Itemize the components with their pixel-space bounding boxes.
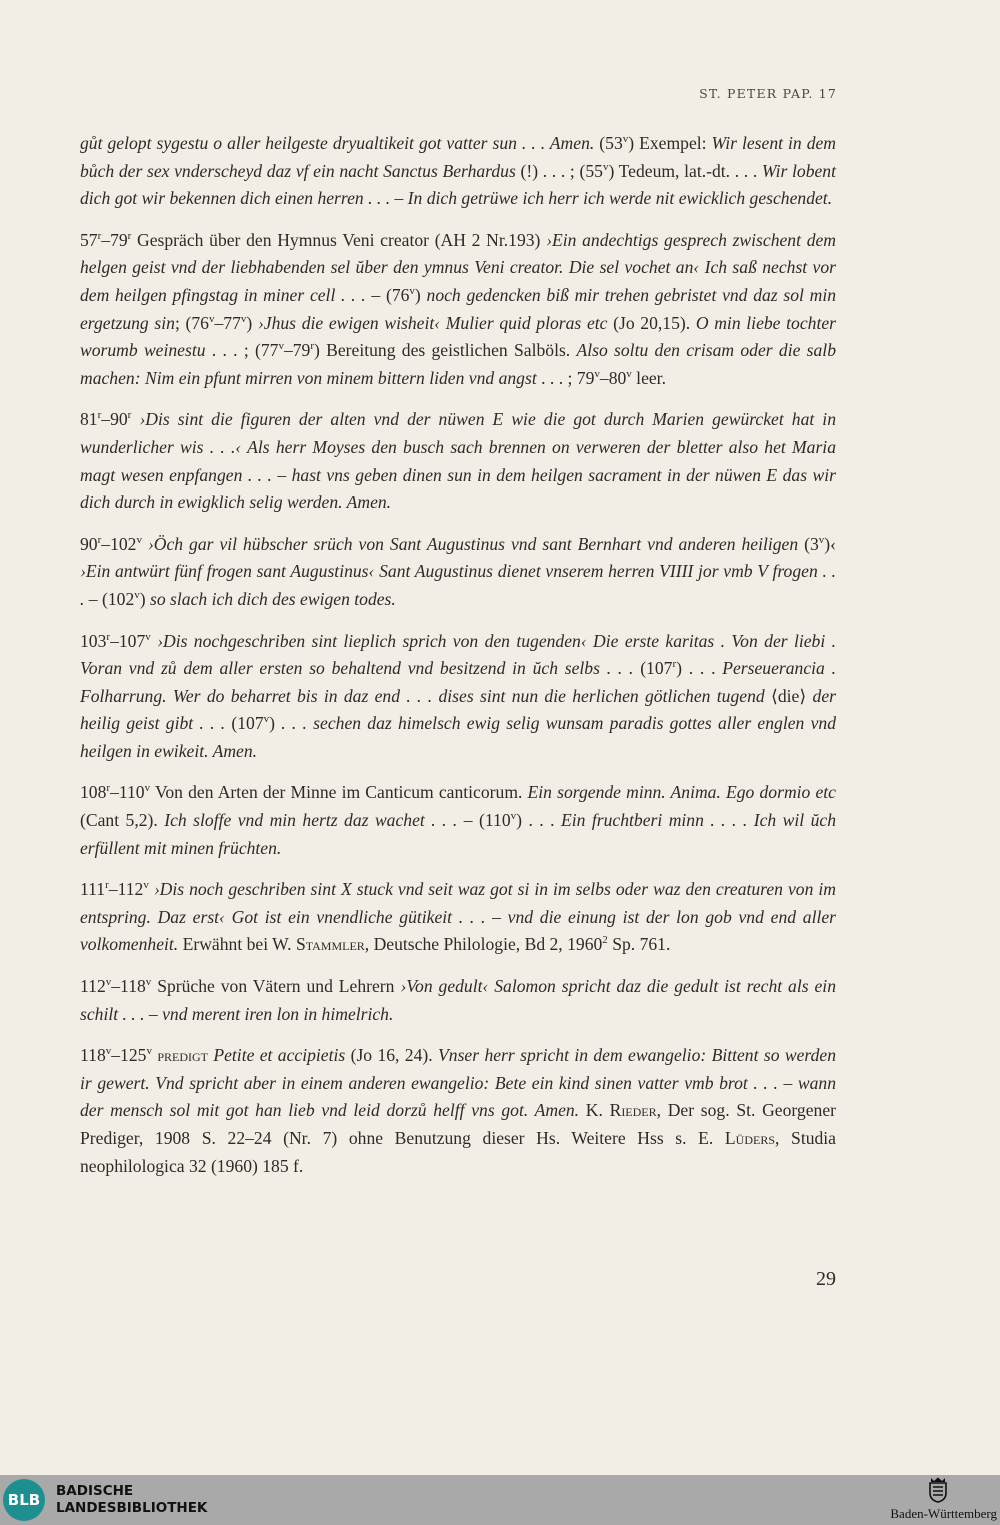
library-name[interactable] [56,1483,207,1517]
library-name-line1: BADISCHE [56,1483,134,1499]
page-number: 29 [816,1268,836,1290]
region-name[interactable]: Baden-Württemberg [890,1506,997,1521]
footer-bar [0,1475,1000,1525]
blb-logo-icon[interactable]: BLB [3,1479,45,1521]
catalog-entry: 111$^r$–112$^v$ ›Dis noch geschriben sint X stuck vnd seit waz got si in im selbs oder waz den creaturen von im entspring. Daz erst‹ Got ist ein vnendliche gütikeit . . . – vnd die einung ist der lon gob vnd end aller volkomenheit. Erwähnt bei W. Stammler, Deutsche Philologie, Bd 2, 1960$^2$ Sp. 761. [80,879,836,955]
catalog-entry: 81$^r$–90$^r$ ›Dis sint die figuren der alten vnd der nüwen E wie die got durch Marien gewürcket hat in wunderlicher wis . . .‹ Als herr Moyses den busch sach brennen on verweren der bletter also het Maria magt wesen enpfangen . . . – hast vns geben dinen sun in dem heilgen sacrament in der nüwen E das wir dich durch in ewigklich selig werden. Amen. [80,409,836,513]
library-name-line2: LANDESBIBLIOTHEK [56,1500,208,1516]
catalog-entry: 57$^r$–79$^r$ Gespräch über den Hymnus Veni creator (AH 2 Nr.193) ›Ein andechtigs gesprech zwischent dem helgen geist vnd der liebhabenden sel ŭber den ymnus Veni creator. Die sel vochet an‹ Ich saß nechst vor dem heilgen pfingstag in miner cell . . . – (76$^v$) noch gedencken biß mir trehen gebristet vnd daz sol min ergetzung sin; (76$^v$–77$^v$) ›Jhus die ewigen wisheit‹ Mulier quid ploras etc (Jo 20,15). O min liebe tochter worumb weinestu . . . ; (77$^v$–79$^r$) Bereitung des geistlichen Salböls. Also soltu den crisam oder die salb machen: Nim ein pfunt mirren von minem bittern liden vnd angst . . . ; 79$^v$–80$^v$ leer. [80,229,837,388]
coat-of-arms-icon [928,1477,948,1503]
catalog-entry: 108$^r$–110$^v$ Von den Arten der Minne im Canticum canticorum. Ein sorgende minn. Anima. Ego dormio etc (Cant 5,2). Ich sloffe vnd min hertz daz wachet . . . – (110$^v$) . . . Ein fruchtberi minn . . . . Ich wil ŭch erfüllent mit minen früchten. [80,782,837,858]
catalog-entry: 112$^v$–118$^v$ Sprüche von Vätern und Lehrern ›Von gedult‹ Salomon spricht daz die gedult ist recht als ein schilt . . . – vnd merent iren lon in himelrich. [80,976,836,1024]
catalog-entry: 103$^r$–107$^v$ ›Dis nochgeschriben sint lieplich sprich von den tugenden‹ Die erste karitas . Von der liebi . Voran vnd zů dem aller ersten so behaltend vnd besitzend in ŭch selbs . . . (107$^r$) . . . Perseuerancia . Folharrung. Wer do beharret bis in daz end . . . dises sint nun die herlichen götlichen tugend ⟨die⟩ der heilig geist gibt . . . (107$^v$) . . . sechen daz himelsch ewig selig wunsam paradis gottes aller englen vnd heilgen in ewikeit. Amen. [80,630,836,761]
catalog-entry: gůt gelopt sygestu o aller heilgeste dryualtikeit got vatter sun . . . Amen. (53$^v$) Exempel: Wir lesent in dem bůch der sex vnderscheyd daz vf ein nacht Sanctus Berhardus (!) . . . ; (55$^v$) Tedeum, lat.-dt. . . . Wir lobent dich got wir bekennen dich einen herren . . . – In dich getrüwe ich herr ich werde nit ewicklich geschendet. [80,133,837,209]
catalog-entry: 118$^v$–125$^v$ predigt Petite et accipietis (Jo 16, 24). Vnser herr spricht in dem ewangelio: Bittent so werden ir gewert. Vnd spricht aber in einem anderen ewangelio: Bete ein kind sinen vatter vmb brot . . . – wann der mensch sol mit got han lieb vnd leid dorzů helff vns got. Amen. K. Rieder, Der sog. St. Georgener Prediger, 1908 S. 22–24 (Nr. 7) ohne Benutzung dieser Hs. Weitere Hss s. E. Lüders, Studia neophilologica 32 (1960) 185 f. [80,1045,837,1176]
catalog-text [80,130,836,1194]
running-head: ST. PETER PAP. 17 [699,86,837,101]
catalog-entry: 90$^r$–102$^v$ ›Öch gar vil hübscher srüch von Sant Augustinus vnd sant Bernhart vnd anderen heiligen (3$^v$)‹ ›Ein antwürt fünf frogen sant Augustinus‹ Sant Augustinus dienet vnserem herren VIIII jor vmb V frogen . . . – (102$^v$) so slach ich dich des ewigen todes. [80,533,836,609]
